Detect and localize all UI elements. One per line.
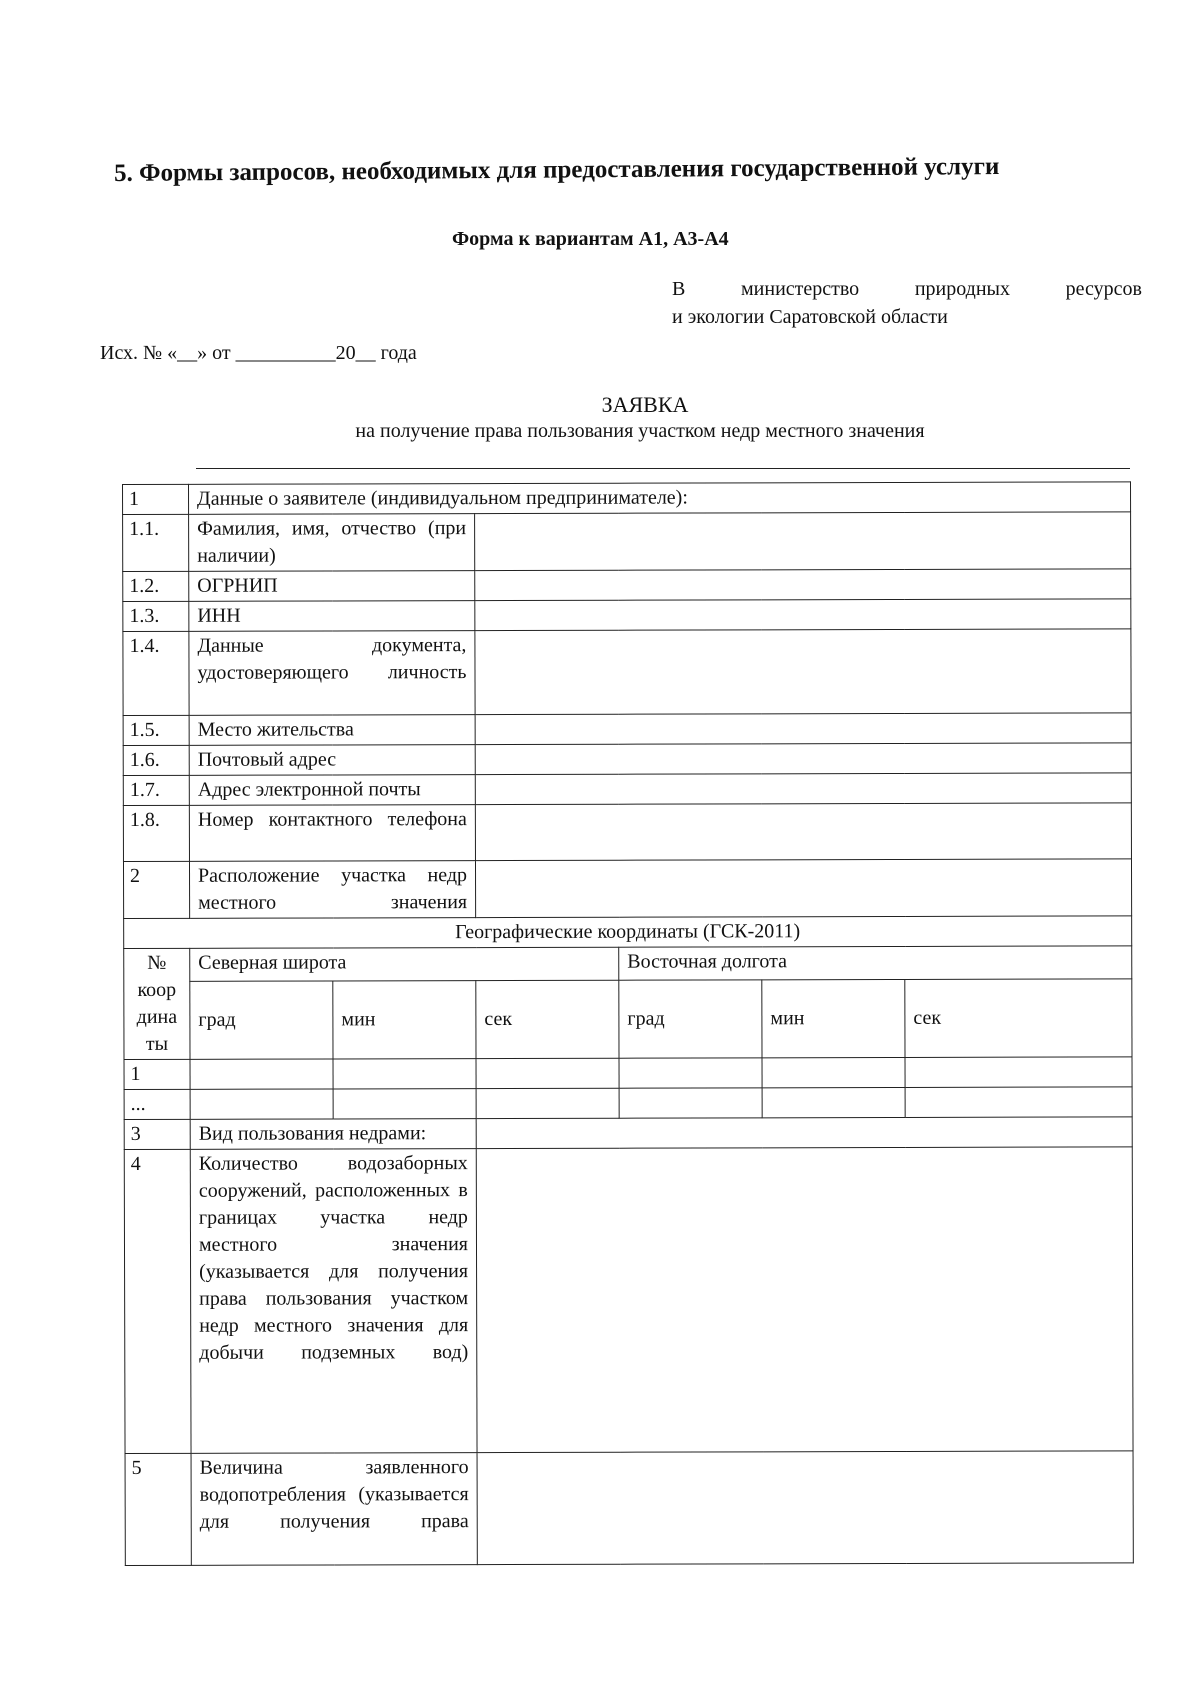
table-row <box>123 569 1131 602</box>
row-number: 1.3. <box>123 601 189 631</box>
table-row <box>123 743 1131 776</box>
row-label: Расположение участка недр местного значения <box>189 861 475 919</box>
value-cell[interactable] <box>905 1057 1132 1088</box>
row-number: 1.5. <box>123 715 189 745</box>
row-number: 1.8. <box>123 805 189 861</box>
value-cell[interactable] <box>475 743 1131 775</box>
addressee-line-1 <box>672 275 1142 303</box>
table-row <box>123 512 1131 572</box>
north-latitude-header: Северная широта <box>190 947 619 981</box>
unit-header: мин <box>333 981 476 1059</box>
table-row <box>124 979 1132 1060</box>
value-cell[interactable] <box>475 803 1131 861</box>
application-table <box>122 481 1134 1566</box>
row-label: Величина заявленного водопотребления (указывается для получения права <box>191 1453 477 1566</box>
row-label: ИНН <box>189 601 475 632</box>
table-row <box>123 599 1131 632</box>
row-number: 1.4. <box>123 631 189 715</box>
row-label: ОГРНИП <box>189 571 475 602</box>
value-cell[interactable] <box>476 1147 1133 1453</box>
row-label: Почтовый адрес <box>189 745 475 776</box>
value-cell[interactable] <box>475 859 1131 918</box>
unit-header: сек <box>476 980 619 1058</box>
east-longitude-header: Восточная долгота <box>619 946 1132 980</box>
unit-header: град <box>619 980 762 1058</box>
addressee-word: В <box>672 278 686 300</box>
value-cell[interactable] <box>762 1087 905 1117</box>
row-label: Данные о заявителе (индивидуальном предпринимателе): <box>189 482 1131 514</box>
table-row <box>124 1147 1133 1454</box>
table-row <box>123 713 1131 746</box>
row-number: 1 <box>123 484 189 514</box>
table-row <box>124 1117 1132 1150</box>
table-top-rule <box>196 468 1130 469</box>
table-row <box>123 859 1131 919</box>
value-cell[interactable] <box>475 629 1131 715</box>
value-cell[interactable] <box>477 1451 1133 1565</box>
value-cell[interactable] <box>333 1059 476 1089</box>
row-number: 1.7. <box>123 775 189 805</box>
value-cell[interactable] <box>475 599 1131 631</box>
row-label: Фамилия, имя, отчество (при наличии) <box>189 514 475 572</box>
row-number: 4 <box>124 1149 191 1453</box>
value-cell[interactable] <box>190 1089 333 1119</box>
coord-row-ellipsis: ... <box>124 1089 190 1119</box>
value-cell[interactable] <box>476 1088 619 1118</box>
coord-number-header: № коор дина ты <box>124 948 190 1059</box>
row-number: 5 <box>125 1453 191 1565</box>
row-label: Номер контактного телефона <box>189 805 475 862</box>
unit-header: мин <box>762 979 905 1057</box>
value-cell[interactable] <box>619 1088 762 1118</box>
table-row <box>124 1057 1132 1090</box>
value-cell[interactable] <box>475 512 1131 571</box>
document-subtitle: на получение права пользования участком недр местного значения <box>355 420 925 442</box>
table-row <box>124 946 1132 982</box>
value-cell[interactable] <box>333 1089 476 1119</box>
value-cell[interactable] <box>475 773 1131 805</box>
row-label: Данные документа, удостоверяющего личность <box>189 631 475 716</box>
row-label: Вид пользования недрами: <box>190 1119 476 1150</box>
value-cell[interactable] <box>762 1057 905 1087</box>
row-number: 1.1. <box>123 514 189 571</box>
coord-row-number: 1 <box>124 1059 190 1089</box>
row-number: 3 <box>124 1119 190 1149</box>
addressee-word: ресурсов <box>1065 278 1142 300</box>
value-cell[interactable] <box>190 1059 333 1089</box>
table-row <box>124 1087 1132 1120</box>
row-label: Количество водозаборных сооружений, расположенных в границах участка недр местного значения (указывается для получения права пользования участком недр местного значения для добычи подземных вод) <box>190 1149 477 1454</box>
form-variant-heading: Форма к вариантам А1, А3-А4 <box>452 228 729 250</box>
value-cell[interactable] <box>475 713 1131 745</box>
unit-header: сек <box>905 979 1132 1058</box>
value-cell[interactable] <box>619 1058 762 1088</box>
addressee-line-2: и экологии Саратовской области <box>672 306 948 328</box>
outgoing-number-line: Исх. № «__» от __________20__ года <box>100 342 417 364</box>
table-row <box>123 773 1131 806</box>
section-heading: 5. Формы запросов, необходимых для предоставления государственной услуги <box>114 153 1000 187</box>
document-title: ЗАЯВКА <box>601 392 689 417</box>
table-row <box>125 1451 1133 1566</box>
row-label: Место жительства <box>189 715 475 746</box>
addressee-word: министерство <box>741 278 860 300</box>
row-number: 1.2. <box>123 571 189 601</box>
value-cell[interactable] <box>476 1058 619 1088</box>
unit-header: град <box>190 981 333 1059</box>
table-row <box>124 916 1132 949</box>
addressee-block <box>672 275 1142 331</box>
value-cell[interactable] <box>905 1087 1132 1118</box>
value-cell[interactable] <box>476 1117 1132 1149</box>
table-row <box>123 803 1131 862</box>
table-row <box>123 482 1131 515</box>
row-number: 1.6. <box>123 745 189 775</box>
value-cell[interactable] <box>475 569 1131 601</box>
table-row <box>123 629 1131 716</box>
row-number: 2 <box>123 861 189 918</box>
row-label: Адрес электронной почты <box>189 775 475 806</box>
geo-coordinates-title: Географические координаты (ГСК-2011) <box>124 916 1132 949</box>
addressee-word: природных <box>914 278 1010 300</box>
